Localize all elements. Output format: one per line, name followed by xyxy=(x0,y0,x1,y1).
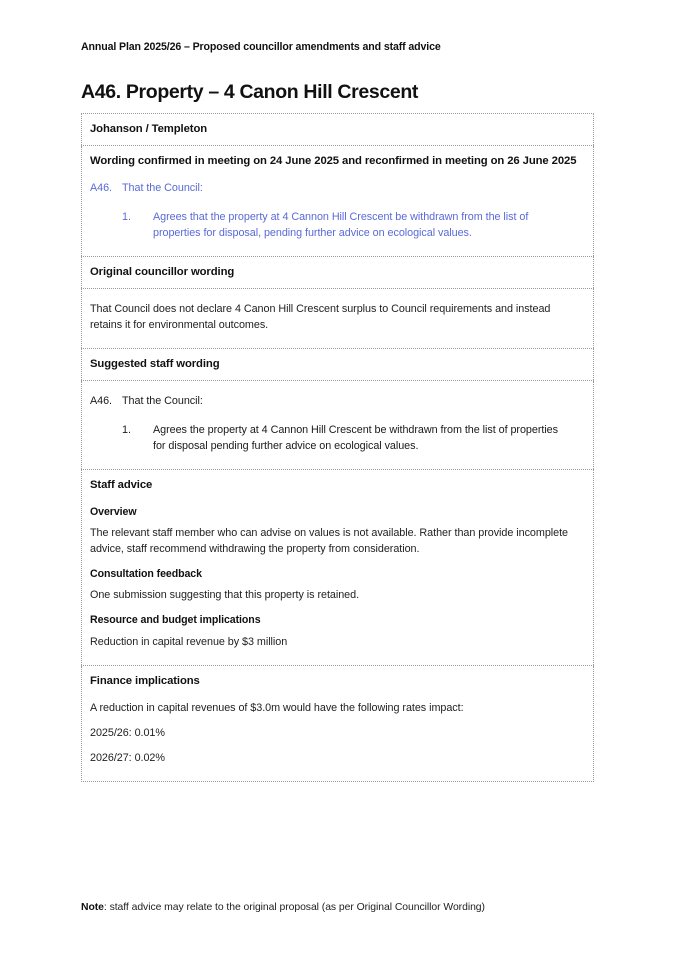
staff-advice-heading: Staff advice xyxy=(90,478,153,491)
spacer xyxy=(90,242,585,248)
confirmed-resolution-lead-text: That the Council: xyxy=(122,182,203,195)
suggested-resolution-ref: A46. xyxy=(90,394,113,407)
page-title: A46. Property – 4 Canon Hill Crescent xyxy=(81,81,419,103)
confirmed-resolution-item xyxy=(90,209,585,242)
footer-note-text: : staff advice may relate to the original proposal (as per Original Councillor Wording) xyxy=(103,902,485,913)
confirmed-resolution-lead xyxy=(90,181,585,197)
spacer xyxy=(90,169,585,181)
spacer xyxy=(90,334,585,340)
finance-implications-cell xyxy=(82,665,594,781)
spacer xyxy=(90,717,585,726)
table-row-suggested-heading xyxy=(82,348,594,380)
confirmed-item-number: 1. xyxy=(122,211,131,224)
table-row-original-heading xyxy=(82,256,594,288)
table-row-staff-advice xyxy=(82,469,594,665)
staff-advice-resource-text: Reduction in capital revenue by $3 million xyxy=(90,635,288,648)
staff-advice-overview-text: The relevant staff member who can advise on values is not available. Rather than provide incomplete advice, staff recommend withdrawing the property from consideration. xyxy=(90,527,568,555)
footer-note-label: Note xyxy=(81,902,104,913)
spacer xyxy=(90,767,585,773)
footer-note xyxy=(81,901,611,916)
original-wording-body-cell xyxy=(82,288,594,348)
table-row-councillors xyxy=(82,114,594,146)
amendment-table xyxy=(81,113,594,782)
original-wording-heading-cell xyxy=(82,256,594,288)
finance-rate-2025-26: 2025/26: 0.01% xyxy=(90,726,165,739)
staff-advice-overview-heading: Overview xyxy=(90,505,137,518)
table-row-suggested-body xyxy=(82,380,594,469)
spacer xyxy=(90,651,585,657)
spacer xyxy=(90,558,585,567)
original-wording-heading: Original councillor wording xyxy=(90,265,235,278)
table-row-confirmed-wording xyxy=(82,146,594,257)
spacer xyxy=(90,604,585,613)
suggested-wording-heading: Suggested staff wording xyxy=(90,357,220,370)
confirmed-item-text: Agrees that the property at 4 Cannon Hill Crescent be withdrawn from the list of properties for disposal, pending further advice on ecological values. xyxy=(153,211,529,240)
spacer xyxy=(90,493,585,505)
confirmed-wording-heading: Wording confirmed in meeting on 24 June 2025 and reconfirmed in meeting on 26 June 2025 xyxy=(90,155,577,168)
confirmed-resolution-ref: A46. xyxy=(90,182,113,195)
councillors-cell xyxy=(82,114,594,146)
original-wording-text: That Council does not declare 4 Canon Hill Crescent surplus to Council requirements and instead retains it for environmental outcomes. xyxy=(90,302,551,331)
councillors-label: Johanson / Templeton xyxy=(90,123,208,135)
spacer xyxy=(90,410,585,422)
spacer xyxy=(90,455,585,461)
spacer xyxy=(90,742,585,751)
suggested-resolution-item xyxy=(90,422,585,455)
staff-advice-consultation-heading: Consultation feedback xyxy=(90,567,202,580)
spacer xyxy=(90,689,585,701)
table-row-original-body xyxy=(82,288,594,348)
finance-rate-2026-27: 2026/27: 0.02% xyxy=(90,751,165,764)
suggested-resolution-lead xyxy=(90,394,585,410)
finance-implications-intro: A reduction in capital revenues of $3.0m would have the following rates impact: xyxy=(90,701,464,714)
suggested-item-number: 1. xyxy=(122,423,131,436)
spacer xyxy=(90,197,585,209)
suggested-item-text: Agrees the property at 4 Cannon Hill Crescent be withdrawn from the list of properties for disposal pending further advice on ecological values. xyxy=(153,423,558,453)
staff-advice-cell xyxy=(82,469,594,665)
suggested-wording-heading-cell xyxy=(82,348,594,380)
suggested-resolution-lead-text: That the Council: xyxy=(122,394,203,407)
staff-advice-resource-heading: Resource and budget implications xyxy=(90,614,261,627)
finance-implications-heading: Finance implications xyxy=(90,674,200,687)
running-header: Annual Plan 2025/26 – Proposed councillor amendments and staff advice xyxy=(81,41,441,53)
suggested-wording-body-cell xyxy=(82,380,594,469)
table-row-finance-implications xyxy=(82,665,594,781)
staff-advice-consultation-text: One submission suggesting that this property is retained. xyxy=(90,589,360,602)
confirmed-wording-cell xyxy=(82,146,594,257)
